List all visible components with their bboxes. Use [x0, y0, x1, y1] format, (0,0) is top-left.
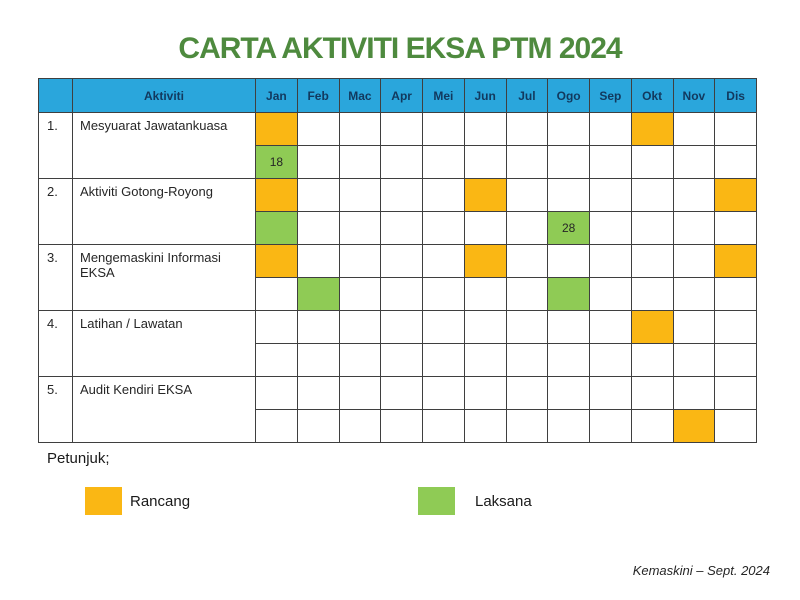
- schedule-cell: 28: [548, 212, 590, 245]
- schedule-cell: [339, 410, 381, 443]
- activity-chart-table: [38, 78, 757, 443]
- schedule-cell: [506, 212, 548, 245]
- schedule-cell: [256, 410, 298, 443]
- schedule-cell: [673, 179, 715, 212]
- schedule-cell: [673, 212, 715, 245]
- row-number: 4.: [39, 311, 73, 377]
- schedule-cell: [423, 245, 465, 278]
- schedule-cell: [297, 245, 339, 278]
- schedule-cell: [464, 179, 506, 212]
- schedule-cell: [631, 212, 673, 245]
- schedule-cell: [715, 377, 757, 410]
- schedule-cell: [548, 146, 590, 179]
- schedule-cell: [548, 410, 590, 443]
- schedule-cell: [423, 344, 465, 377]
- col-header-mac: Mac: [339, 79, 381, 113]
- schedule-cell: [631, 245, 673, 278]
- schedule-cell: [464, 113, 506, 146]
- schedule-cell: [256, 278, 298, 311]
- schedule-cell: [631, 377, 673, 410]
- schedule-cell: [715, 278, 757, 311]
- schedule-cell: [464, 311, 506, 344]
- schedule-cell: [381, 311, 423, 344]
- col-header-jun: Jun: [464, 79, 506, 113]
- schedule-cell: [381, 146, 423, 179]
- schedule-cell: [673, 410, 715, 443]
- schedule-cell: [256, 245, 298, 278]
- schedule-cell: [256, 344, 298, 377]
- schedule-cell: [673, 278, 715, 311]
- col-header-aktiviti: Aktiviti: [73, 79, 256, 113]
- legend-label-laksana: Laksana: [475, 493, 532, 510]
- schedule-cell: [256, 212, 298, 245]
- legend-swatch-rancang: [85, 487, 122, 515]
- schedule-cell: [256, 377, 298, 410]
- schedule-cell: [631, 179, 673, 212]
- activity-table-wrapper: [38, 78, 757, 443]
- schedule-cell: [339, 278, 381, 311]
- schedule-cell: [631, 344, 673, 377]
- schedule-cell: [464, 212, 506, 245]
- schedule-cell: [297, 113, 339, 146]
- schedule-cell: [297, 344, 339, 377]
- schedule-cell: [339, 212, 381, 245]
- col-header-jul: Jul: [506, 79, 548, 113]
- col-header-dis: Dis: [715, 79, 757, 113]
- schedule-cell: [464, 146, 506, 179]
- legend-label-rancang: Rancang: [130, 493, 191, 510]
- schedule-cell: [548, 278, 590, 311]
- row-number: 1.: [39, 113, 73, 179]
- schedule-cell: [464, 410, 506, 443]
- schedule-cell: [590, 377, 632, 410]
- col-header-feb: Feb: [297, 79, 339, 113]
- schedule-cell: [381, 344, 423, 377]
- schedule-cell: [715, 311, 757, 344]
- row-number: 2.: [39, 179, 73, 245]
- col-header-jan: Jan: [256, 79, 298, 113]
- footer-updated-note: Kemaskini – Sept. 2024: [632, 563, 770, 578]
- col-header-mei: Mei: [423, 79, 465, 113]
- schedule-cell: [423, 113, 465, 146]
- schedule-cell: [381, 278, 423, 311]
- schedule-cell: [423, 212, 465, 245]
- schedule-cell: [297, 410, 339, 443]
- col-header-apr: Apr: [381, 79, 423, 113]
- schedule-cell: [381, 377, 423, 410]
- legend-heading: Petunjuk;: [47, 450, 110, 467]
- schedule-cell: [506, 377, 548, 410]
- schedule-cell: [715, 212, 757, 245]
- schedule-cell: [715, 113, 757, 146]
- schedule-cell: [548, 344, 590, 377]
- schedule-cell: [381, 212, 423, 245]
- schedule-cell: [381, 410, 423, 443]
- activity-name: Audit Kendiri EKSA: [73, 377, 256, 443]
- schedule-cell: [673, 311, 715, 344]
- schedule-cell: [715, 344, 757, 377]
- schedule-cell: [297, 179, 339, 212]
- col-header-ogo: Ogo: [548, 79, 590, 113]
- schedule-cell: [297, 212, 339, 245]
- schedule-cell: [673, 245, 715, 278]
- activity-name: Latihan / Lawatan: [73, 311, 256, 377]
- schedule-cell: [381, 179, 423, 212]
- col-header-okt: Okt: [631, 79, 673, 113]
- schedule-cell: [548, 245, 590, 278]
- page-title: CARTA AKTIVITI EKSA PTM 2024: [178, 32, 622, 65]
- schedule-cell: [256, 179, 298, 212]
- schedule-cell: [464, 377, 506, 410]
- schedule-cell: [673, 113, 715, 146]
- schedule-cell: [297, 377, 339, 410]
- schedule-cell: [673, 344, 715, 377]
- schedule-cell: [506, 278, 548, 311]
- schedule-cell: [590, 278, 632, 311]
- schedule-cell: [506, 344, 548, 377]
- schedule-cell: [506, 245, 548, 278]
- col-header-nov: Nov: [673, 79, 715, 113]
- schedule-cell: [339, 113, 381, 146]
- schedule-cell: [339, 245, 381, 278]
- schedule-cell: [297, 278, 339, 311]
- schedule-cell: [464, 245, 506, 278]
- schedule-cell: [464, 278, 506, 311]
- schedule-cell: [590, 212, 632, 245]
- schedule-cell: [339, 179, 381, 212]
- schedule-cell: [423, 146, 465, 179]
- activity-name: Aktiviti Gotong-Royong: [73, 179, 256, 245]
- schedule-cell: [590, 344, 632, 377]
- schedule-cell: [339, 377, 381, 410]
- schedule-cell: [590, 179, 632, 212]
- schedule-cell: [548, 377, 590, 410]
- schedule-cell: [548, 113, 590, 146]
- row-number: 5.: [39, 377, 73, 443]
- schedule-cell: [297, 311, 339, 344]
- schedule-cell: [715, 179, 757, 212]
- legend-swatch-laksana: [418, 487, 455, 515]
- schedule-cell: [631, 410, 673, 443]
- schedule-cell: [631, 113, 673, 146]
- schedule-cell: [631, 146, 673, 179]
- schedule-cell: [423, 410, 465, 443]
- schedule-cell: [464, 344, 506, 377]
- schedule-cell: [506, 410, 548, 443]
- schedule-cell: [715, 410, 757, 443]
- col-header-num: [39, 79, 73, 113]
- schedule-cell: [423, 278, 465, 311]
- schedule-cell: [506, 113, 548, 146]
- row-number: 3.: [39, 245, 73, 311]
- schedule-cell: [506, 179, 548, 212]
- col-header-sep: Sep: [590, 79, 632, 113]
- schedule-cell: [715, 245, 757, 278]
- schedule-cell: [256, 113, 298, 146]
- schedule-cell: [590, 146, 632, 179]
- schedule-cell: [339, 344, 381, 377]
- schedule-cell: [548, 311, 590, 344]
- schedule-cell: [673, 377, 715, 410]
- schedule-cell: [590, 311, 632, 344]
- schedule-cell: [423, 311, 465, 344]
- schedule-cell: [256, 311, 298, 344]
- schedule-cell: [590, 113, 632, 146]
- schedule-cell: [339, 146, 381, 179]
- schedule-cell: [297, 146, 339, 179]
- schedule-cell: [715, 146, 757, 179]
- activity-name: Mesyuarat Jawatankuasa: [73, 113, 256, 179]
- schedule-cell: [631, 278, 673, 311]
- schedule-cell: 18: [256, 146, 298, 179]
- schedule-cell: [423, 179, 465, 212]
- schedule-cell: [339, 311, 381, 344]
- schedule-cell: [673, 146, 715, 179]
- schedule-cell: [548, 179, 590, 212]
- schedule-cell: [506, 146, 548, 179]
- schedule-cell: [381, 245, 423, 278]
- schedule-cell: [423, 377, 465, 410]
- schedule-cell: [381, 113, 423, 146]
- schedule-cell: [590, 245, 632, 278]
- activity-name: Mengemaskini Informasi EKSA: [73, 245, 256, 311]
- schedule-cell: [631, 311, 673, 344]
- schedule-cell: [506, 311, 548, 344]
- schedule-cell: [590, 410, 632, 443]
